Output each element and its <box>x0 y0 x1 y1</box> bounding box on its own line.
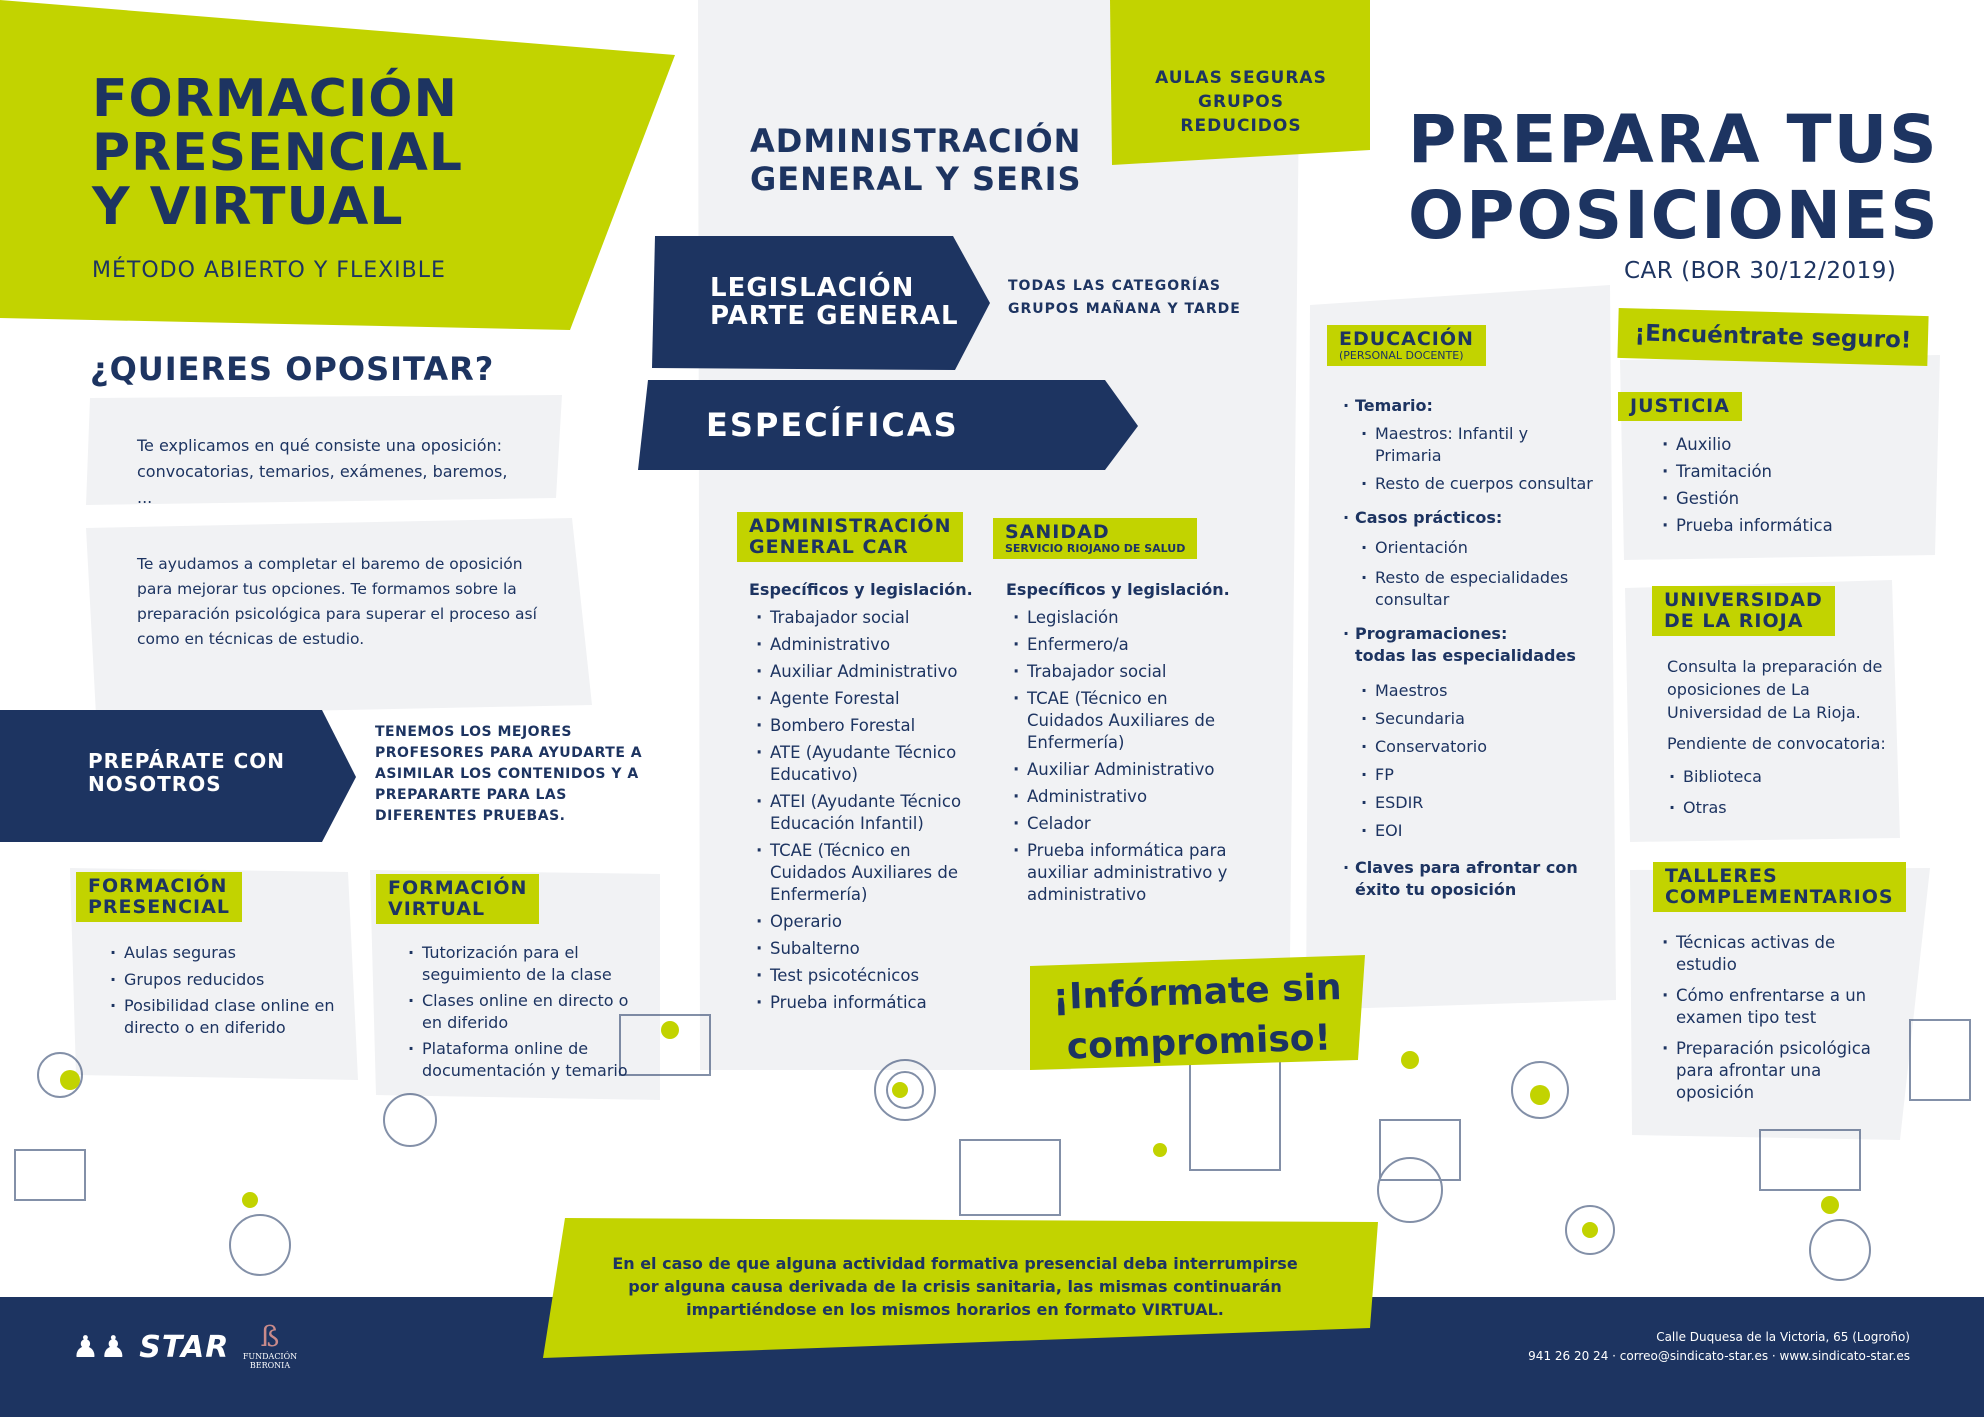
list-item: · Clases online en directo o en diferido <box>406 990 646 1033</box>
talleres-tag: TALLERES COMPLEMENTARIOS <box>1653 862 1906 912</box>
preparate-label: PREPÁRATE CON NOSOTROS <box>88 749 286 796</box>
list-item: · Prueba informática <box>754 992 984 1014</box>
title-line: FORMACIÓN <box>92 69 458 129</box>
info-box-2: Te ayudamos a completar el baremo de oposición para mejorar tus opciones. Te formamos sobre la preparación psicológica para superar el proceso así como en técnicas de estudio. <box>137 555 537 648</box>
list-item: · TCAE (Técnico en Cuidados Auxiliares de Enfermería) <box>754 840 984 906</box>
list-item: · Maestros <box>1359 677 1593 705</box>
programaciones-sub: todas las especialidades <box>1355 646 1576 665</box>
list-item: · Auxilio <box>1660 434 1900 456</box>
universidad-tag: UNIVERSIDAD DE LA RIOJA <box>1652 586 1835 636</box>
virtual-list <box>406 942 646 1087</box>
list-item: · FP <box>1359 761 1593 789</box>
virtual-notice: En el caso de que alguna actividad formativa presencial deba interrumpirse por alguna causa derivada de la crisis sanitaria, las mismas continuarán impartiéndose en los mismos horarios en formato VIRTUAL. <box>612 1254 1298 1319</box>
list-item: · Trabajador social <box>1011 661 1241 683</box>
categorias-text: TODAS LAS CATEGORÍAS GRUPOS MAÑANA Y TARDE <box>1008 278 1241 317</box>
list-item: · Maestros: Infantil y Primaria <box>1359 423 1593 467</box>
list-item: · Prueba informática para auxiliar administrativo y administrativo <box>1011 840 1241 906</box>
list-item: · Tutorización para el seguimiento de la clase <box>406 942 646 985</box>
list-item: · Legislación <box>1011 607 1241 629</box>
formacion-presencial-tag: FORMACIÓN PRESENCIAL <box>76 872 242 922</box>
sanidad-list <box>1011 607 1241 911</box>
sanidad-tag: SANIDAD SERVICIO RIOJANO DE SALUD <box>993 518 1197 559</box>
justicia-tag: JUSTICIA <box>1618 392 1742 421</box>
list-item: · Enfermero/a <box>1011 634 1241 656</box>
sanidad-intro: Específicos y legislación. <box>1006 580 1230 599</box>
list-item: · Test psicotécnicos <box>754 965 984 987</box>
list-item: · Trabajador social <box>754 607 984 629</box>
claves-label: Claves para afrontar con éxito tu oposición <box>1355 858 1578 899</box>
universidad-content <box>1667 655 1897 823</box>
list-item: · Otras <box>1667 792 1897 823</box>
list-item: · Preparación psicológica para afrontar una oposición <box>1660 1038 1890 1104</box>
car-list <box>754 607 984 1019</box>
list-item: · Técnicas activas de estudio <box>1660 932 1890 976</box>
list-item: · Agente Forestal <box>754 688 984 710</box>
list-item: · Aulas seguras <box>108 942 338 964</box>
aulas-seguras-text: AULAS SEGURAS GRUPOS REDUCIDOS <box>1155 68 1327 136</box>
educacion-content: · Temario: · Maestros: Infantil y Primaria · Resto de cuerpos consultar · Casos prácticos: · Orientación · Resto de especialidades consultar · Programaciones: todas las especialidades · Maestros · Secundaria · Conservatorio · FP · ESDIR · EOI · Claves para afrontar con éxito tu oposición <box>1343 395 1593 901</box>
list-item: · Auxiliar Administrativo <box>754 661 984 683</box>
legislacion-label: LEGISLACIÓN PARTE GENERAL <box>710 273 959 331</box>
list-item: · Cómo enfrentarse a un examen tipo test <box>1660 985 1890 1029</box>
list-item: · Gestión <box>1660 488 1900 510</box>
justicia-list <box>1660 434 1900 542</box>
list-item: · Prueba informática <box>1660 515 1900 537</box>
star-people-icon: ♟♟ <box>72 1330 128 1365</box>
list-item: · ATE (Ayudante Técnico Educativo) <box>754 742 984 786</box>
list-item: · Administrativo <box>754 634 984 656</box>
main-left-title <box>92 69 464 237</box>
list-item: · TCAE (Técnico en Cuidados Auxiliares de Enfermería) <box>1011 688 1241 754</box>
talleres-list <box>1660 932 1890 1109</box>
list-item: · Secundaria <box>1359 705 1593 733</box>
left-subtitle: MÉTODO ABIERTO Y FLEXIBLE <box>92 258 446 283</box>
programaciones-label: Programaciones: <box>1355 624 1508 643</box>
car-bor-subtitle: CAR (BOR 30/12/2019) <box>1624 258 1897 284</box>
universidad-text: Consulta la preparación de oposiciones de La Universidad de La Rioja. <box>1667 657 1883 722</box>
presencial-list <box>108 942 338 1043</box>
list-item: · Subalterno <box>754 938 984 960</box>
admin-general-heading: ADMINISTRACIÓN GENERAL Y SERIS <box>750 122 1082 198</box>
formacion-virtual-tag: FORMACIÓN VIRTUAL <box>376 874 539 924</box>
list-item: · Biblioteca <box>1667 761 1897 792</box>
list-item: · Posibilidad clase online en directo o en diferido <box>108 995 338 1038</box>
list-item: · Operario <box>754 911 984 933</box>
list-item: · Conservatorio <box>1359 733 1593 761</box>
educacion-tag: EDUCACIÓN (PERSONAL DOCENTE) <box>1327 325 1486 366</box>
list-item: · Bombero Forestal <box>754 715 984 737</box>
list-item: · Plataforma online de documentación y temario <box>406 1038 646 1081</box>
temario-label: Temario: <box>1355 396 1433 415</box>
list-item: · Celador <box>1011 813 1241 835</box>
footer-contact: 941 26 20 24 · correo@sindicato-star.es · www.sindicato-star.es <box>1528 1349 1910 1363</box>
list-item: · Orientación <box>1359 537 1593 559</box>
encuentrate-banner: ¡Encuéntrate seguro! <box>1617 308 1928 366</box>
list-item: · Tramitación <box>1660 461 1900 483</box>
title-line: PRESENCIAL <box>92 123 464 183</box>
prepara-heading: PREPARA TUS OPOSICIONES <box>1408 101 1940 254</box>
beronia-logo: ß FUNDACIÓN BERONIA <box>225 1322 315 1370</box>
especificas-label: ESPECÍFICAS <box>706 406 959 444</box>
car-intro: Específicos y legislación. <box>749 580 973 599</box>
admin-car-tag: ADMINISTRACIÓN GENERAL CAR <box>737 512 963 562</box>
info-box-1: Te explicamos en qué consiste una oposición: convocatorias, temarios, exámenes, baremos, ... <box>137 436 508 507</box>
preparate-text: TENEMOS LOS MEJORES PROFESORES PARA AYUDARTE A ASIMILAR LOS CONTENIDOS Y A PREPARARTE PARA LAS DIFERENTES PRUEBAS. <box>375 724 643 824</box>
title-line: Y VIRTUAL <box>92 177 404 237</box>
footer-address: Calle Duquesa de la Victoria, 65 (Logroño) <box>1656 1330 1910 1344</box>
list-item: · Resto de especialidades consultar <box>1359 567 1593 611</box>
list-item: · Resto de cuerpos consultar <box>1359 473 1593 495</box>
list-item: · ATEI (Ayudante Técnico Educación Infantil) <box>754 791 984 835</box>
list-item: · Administrativo <box>1011 786 1241 808</box>
star-logo: ♟♟ STAR <box>72 1330 230 1365</box>
list-item: · Auxiliar Administrativo <box>1011 759 1241 781</box>
quieres-opositar-heading: ¿QUIERES OPOSITAR? <box>90 350 495 388</box>
beronia-b-icon: ß <box>260 1320 280 1353</box>
casos-label: Casos prácticos: <box>1355 508 1503 527</box>
universidad-pending: Pendiente de convocatoria: <box>1667 734 1886 753</box>
list-item: · Grupos reducidos <box>108 969 338 991</box>
list-item: · ESDIR <box>1359 789 1593 817</box>
informate-text: ¡Infórmate sin compromiso! <box>1051 966 1343 1068</box>
list-item: · EOI <box>1359 817 1593 845</box>
